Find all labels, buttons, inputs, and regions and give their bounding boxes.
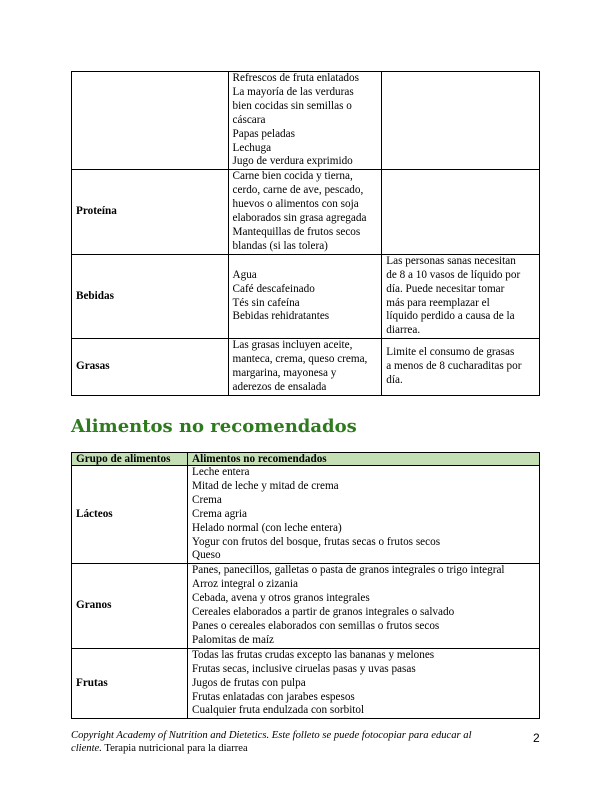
notes-cell: [382, 72, 540, 170]
food-group-cell: Proteína: [72, 170, 229, 254]
cell-line: blandas (si las tolera): [232, 239, 328, 252]
foods-cell: [228, 339, 382, 396]
cell-line: margarina, mayonesa y: [232, 367, 337, 380]
cell-line: Crema: [192, 493, 222, 506]
page-number: 2: [533, 731, 540, 745]
cell-line: Queso: [192, 549, 221, 562]
foods-cell: [188, 466, 540, 564]
cell-line: Cereales elaborados a partir de granos integrales o salvado: [192, 606, 455, 619]
cell-line: Yogur con frutos del bosque, frutas secas o frutos secos: [192, 535, 441, 548]
notes-cell: [382, 170, 540, 254]
cell-line: Limite el consumo de grasas: [386, 346, 515, 359]
table-row: [72, 170, 540, 254]
cell-line: Cualquier fruta endulzada con sorbitol: [192, 704, 365, 717]
recommended-foods-table-continued: [71, 71, 540, 396]
cell-line: Las personas sanas necesitan: [386, 254, 516, 267]
cell-line: Refrescos de fruta enlatados: [232, 72, 359, 84]
food-group-cell: [72, 72, 229, 170]
table-row: [72, 339, 540, 396]
cell-line: Arroz integral o zizania: [192, 578, 298, 591]
cell-line: líquido perdido a causa de la: [386, 310, 515, 323]
cell-line: cerdo, carne de ave, pescado,: [232, 184, 364, 197]
cell-line: Agua: [232, 268, 257, 281]
footer-handout-title: Terapia nutricional para la diarrea: [101, 743, 248, 754]
cell-line: Papas peladas: [232, 127, 295, 140]
cell-line: diarrea.: [386, 324, 421, 337]
header-foods-not-recommended: Alimentos no recomendados: [188, 453, 540, 466]
cell-line: Bebidas rehidratantes: [232, 310, 330, 323]
food-group-cell: Granos: [72, 564, 188, 648]
cell-line: Carne bien cocida y tierna,: [232, 170, 353, 183]
cell-line: elaborados sin grasa agregada: [232, 212, 367, 225]
cell-line: Palomitas de maíz: [192, 633, 275, 646]
food-group-cell: Frutas: [72, 648, 188, 719]
notes-cell: [382, 254, 540, 338]
cell-line: Mitad de leche y mitad de crema: [192, 479, 339, 492]
cell-line: manteca, crema, queso crema,: [232, 353, 368, 366]
cell-line: de 8 a 10 vasos de líquido por: [386, 268, 521, 281]
cell-line: La mayoría de las verduras: [232, 85, 354, 98]
cell-line: día. Puede necesitar tomar: [386, 282, 505, 295]
cell-line: aderezos de ensalada: [232, 380, 327, 393]
table-header-row: [72, 453, 540, 466]
foods-cell: [188, 564, 540, 648]
cell-line: Las grasas incluyen aceite,: [232, 339, 353, 352]
cell-line: más para reemplazar el: [386, 296, 490, 309]
cell-line: Crema agria: [192, 507, 247, 520]
section-title: Alimentos no recomendados: [71, 416, 357, 437]
table-row: [72, 72, 540, 170]
cell-line: Helado normal (con leche entera): [192, 521, 342, 534]
cell-line: Café descafeinado: [232, 282, 315, 295]
cell-line: Jugo de verdura exprimido: [232, 155, 353, 168]
table-row: [72, 466, 540, 564]
header-food-group: Grupo de alimentos: [72, 453, 188, 466]
foods-cell: [188, 648, 540, 719]
table-row: [72, 648, 540, 719]
notes-cell: [382, 339, 540, 396]
cell-line: huevos o alimentos con soja: [232, 198, 359, 211]
cell-line: Mantequillas de frutos secos: [232, 225, 361, 238]
food-group-cell: Lácteos: [72, 466, 188, 564]
cell-line: cáscara: [232, 113, 266, 126]
cell-line: bien cocidas sin semillas o: [232, 99, 352, 112]
footer-copyright-italic: Copyright Academy of Nutrition and Dietetics. Este folleto se puede fotocopiar para educar al cliente.: [71, 730, 472, 754]
cell-line: día.: [386, 373, 403, 386]
foods-cell: [228, 72, 382, 170]
cell-line: Tés sin cafeína: [232, 296, 300, 309]
foods-cell: [228, 170, 382, 254]
cell-line: Panes, panecillos, galletas o pasta de granos integrales o trigo integral: [192, 564, 505, 577]
food-group-cell: Bebidas: [72, 254, 229, 338]
foods-cell: [228, 254, 382, 338]
cell-line: a menos de 8 cucharaditas por: [386, 360, 522, 373]
cell-line: Panes o cereales elaborados con semillas o frutos secos: [192, 619, 440, 632]
cell-line: Jugos de frutas con pulpa: [192, 676, 306, 689]
table-row: [72, 254, 540, 338]
not-recommended-foods-table: [71, 452, 540, 719]
cell-line: Cebada, avena y otros granos integrales: [192, 592, 370, 605]
cell-line: Leche entera: [192, 466, 250, 478]
food-group-cell: Grasas: [72, 339, 229, 396]
cell-line: Frutas enlatadas con jarabes espesos: [192, 690, 355, 703]
cell-line: Lechuga: [232, 141, 272, 154]
table-row: [72, 564, 540, 648]
cell-line: Frutas secas, inclusive ciruelas pasas y uvas pasas: [192, 662, 416, 675]
cell-line: Todas las frutas crudas excepto las bananas y melones: [192, 648, 435, 661]
footer-copyright: [71, 729, 501, 755]
